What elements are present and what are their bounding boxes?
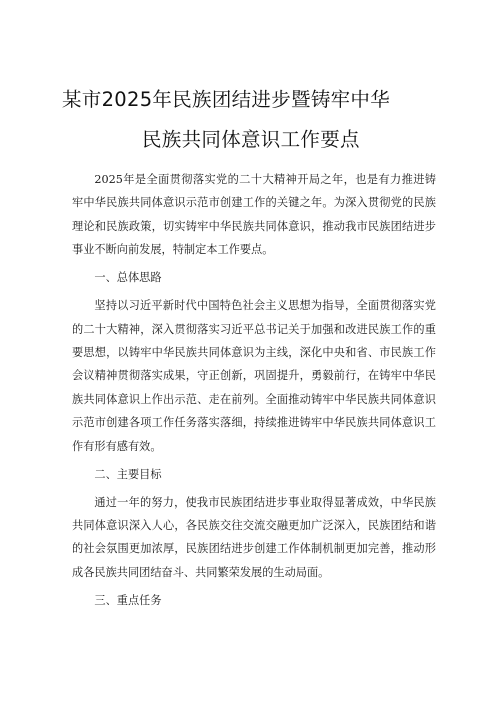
intro-paragraph: 2025年是全面贯彻落实党的二十大精神开局之年，也是有力推进铸牢中华民族共同体意识示范市创建工作的关键之年。为深入贯彻党的民族理论和民族政策，切实铸牢中华民族共同体意识，推动我市民族团结进步事业不断向前发展，特制定本工作要点。	[72, 173, 436, 257]
section-paragraph-main-goals: 通过一年的努力，使我市民族团结进步事业取得显著成效，中华民族共同体意识深入人心，各民族交往交流交融更加广泛深入，民族团结和谐的社会氛围更加浓厚，民族团结进步创建工作体制机制更加完善，推动形成各民族共同团结奋斗、共同繁荣发展的生动局面。	[72, 495, 436, 579]
document-title-line-1: 某市2025年民族团结进步暨铸牢中华	[62, 88, 391, 111]
section-heading-key-tasks: 三、重点任务	[94, 593, 162, 607]
section-paragraph-overall-approach: 坚持以习近平新时代中国特色社会主义思想为指导，全面贯彻落实党的二十大精神，深入贯彻落实习近平总书记关于加强和改进民族工作的重要思想，以铸牢中华民族共同体意识为主线，深化中央和省、市民族工作会议精神贯彻落实成果，守正创新，巩固提升，勇毅前行，在铸牢中华民族共同体意识上作出示范、走在前列。全面推动铸牢中华民族共同体意识示范市创建各项工作任务落实落细，持续推进铸牢中华民族共同体意识工作有形有感有效。	[72, 299, 436, 453]
document-body	[72, 168, 436, 612]
section-heading-overall-approach: 一、总体思路	[94, 271, 162, 285]
section-heading-main-goals: 二、主要目标	[94, 467, 162, 481]
document-title-line-2: 民族共同体意识工作要点	[142, 128, 360, 151]
